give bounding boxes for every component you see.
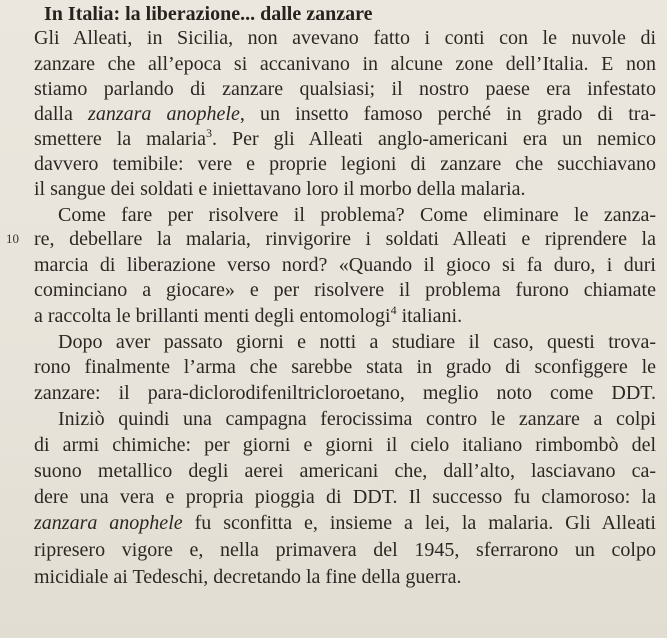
text-line: Come fare per risolvere il problema? Come eliminare le zanza-: [58, 204, 656, 226]
text-line: [34, 511, 656, 535]
italic-term: zanzara anophele: [88, 103, 240, 125]
text-line: Dopo aver passato giorni e notti a studiare il caso, questi trova-: [58, 331, 656, 353]
text-span: . Per gli Alleati anglo-americani era un nemico: [212, 128, 657, 150]
text-line: [34, 304, 656, 328]
text-line: rono finalmente l’arma che sarebbe stata in grado di sconfiggere le: [34, 356, 656, 378]
footnote-marker: 3: [206, 126, 213, 140]
text-line: suono metallico degli aerei americani che, dall’alto, lasciavano ca-: [34, 460, 656, 482]
text-span: a raccolta le brillanti menti degli entomologi: [34, 305, 391, 327]
text-span: dalla: [34, 103, 89, 125]
text-line: [34, 127, 656, 151]
text-line: re, debellare la malaria, rinvigorire i soldati Alleati e riprendere la: [34, 228, 656, 250]
text-span: fu sconfitta e, insieme a lei, la malaria. Gli Alleati: [182, 512, 656, 534]
text-line: cominciano a giocare» e per risolvere il problema furono chiamate: [34, 279, 656, 301]
text-line: Iniziò quindi una campagna ferocissima contro le zanzare a colpi: [58, 408, 656, 430]
text-line: ripresero vigore e, nella primavera del 1945, sferrarono un colpo: [34, 539, 656, 561]
text-line: Gli Alleati, in Sicilia, non avevano fatto i conti con le nuvole di: [34, 27, 656, 49]
text-line: zanzare che all’epoca si accanivano in alcune zone dell’Italia. E non: [34, 53, 656, 75]
text-line: il sangue dei soldati e iniettavano loro il morbo della malaria.: [34, 178, 526, 200]
text-line: marcia di liberazione verso nord? «Quando il gioco si fa duro, i duri: [34, 254, 656, 276]
italic-term: zanzara anophele: [34, 512, 183, 534]
text-span: , un insetto famoso perché in grado di tra-: [239, 103, 656, 125]
line-number: 10: [6, 231, 19, 246]
text-line: dere una vera e propria pioggia di DDT. Il successo fu clamoroso: la: [34, 486, 656, 508]
text-span: italiani.: [396, 305, 463, 327]
text-line: zanzare: il para-diclorodifeniltricloroetano, meglio noto come DDT.: [34, 382, 656, 404]
footnote-marker: 4: [390, 303, 397, 317]
section-heading: In Italia: la liberazione... dalle zanzare: [44, 3, 373, 25]
text-line: davvero temibile: vere e proprie legioni di zanzare che succhiavano: [34, 153, 656, 175]
text-line: di armi chimiche: per giorni e giorni il cielo italiano rimbombò del: [34, 434, 656, 456]
text-line: stiamo parlando di zanzare qualsiasi; il nostro paese era infestato: [34, 78, 656, 100]
text-span: smettere la malaria: [34, 128, 207, 150]
text-line: [34, 102, 656, 126]
text-line: micidiale ai Tedeschi, decretando la fine della guerra.: [34, 566, 462, 588]
